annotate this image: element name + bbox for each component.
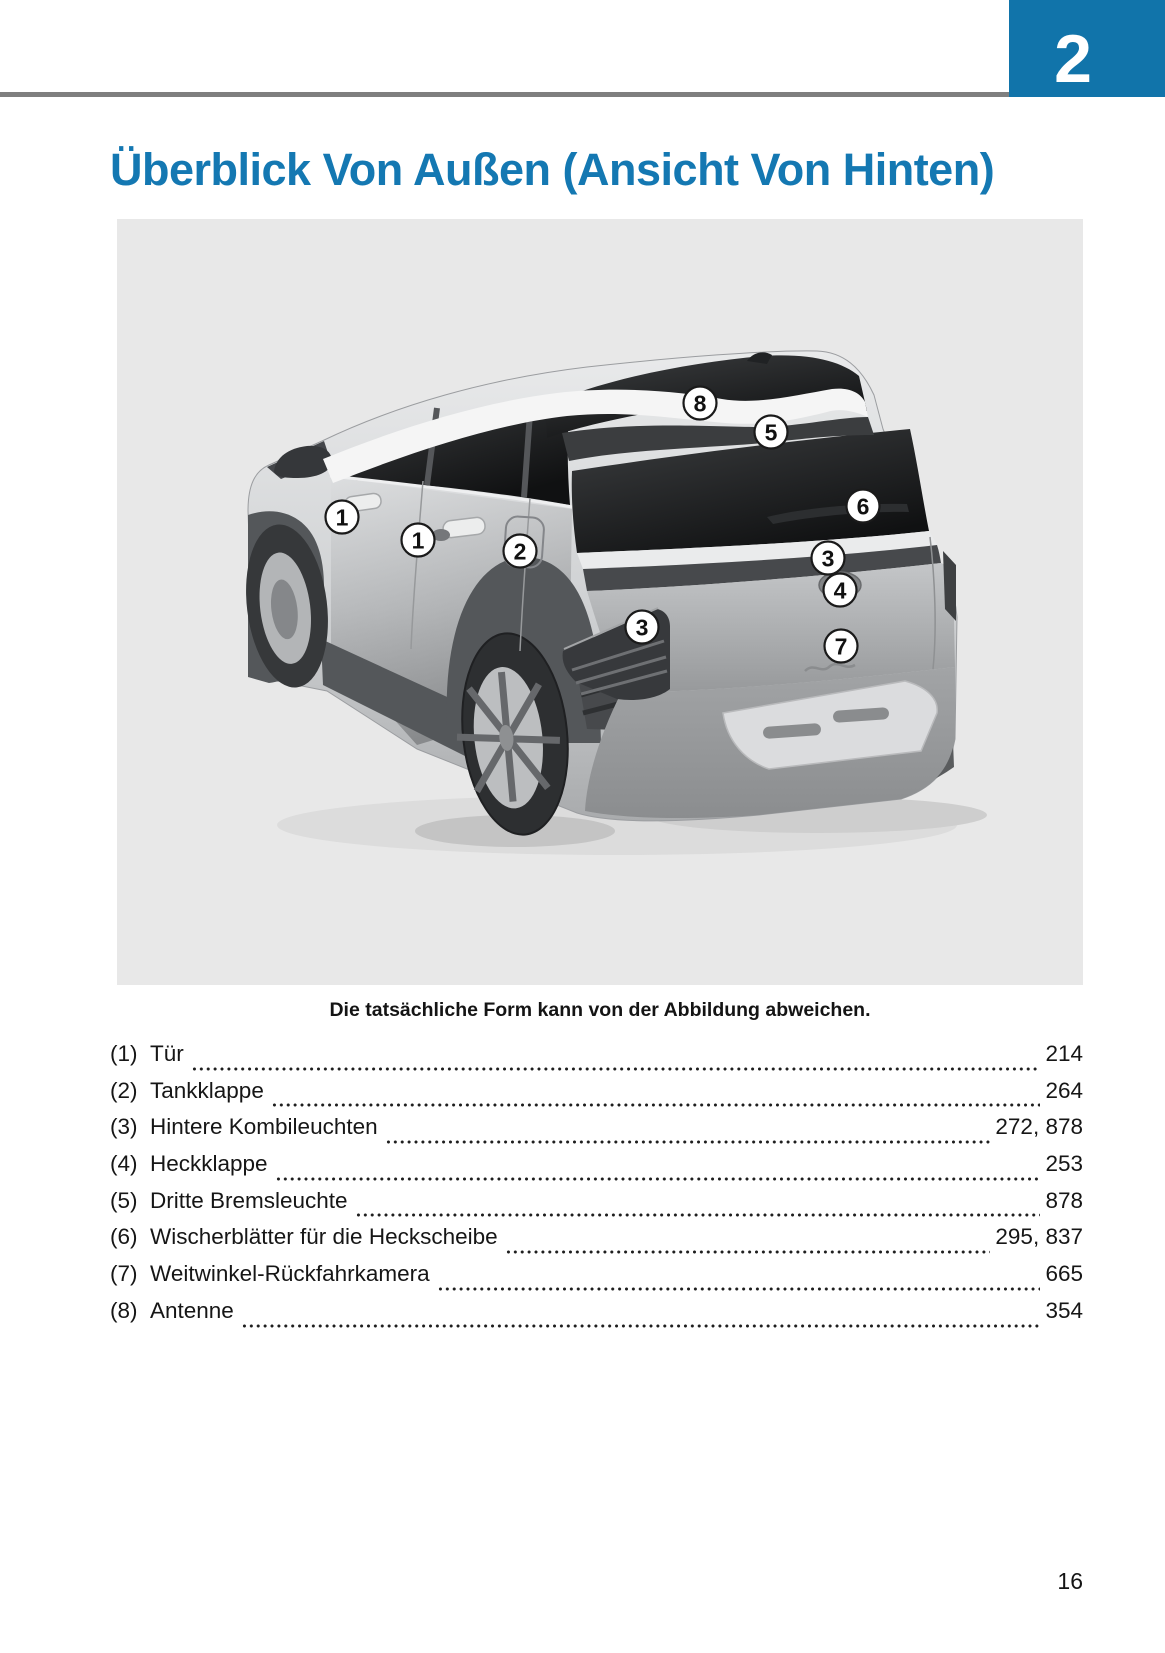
svg-text:3: 3 (821, 545, 835, 572)
item-pages: 253 (1045, 1151, 1083, 1177)
item-label: Wischerblätter für die Heckscheibe (150, 1224, 498, 1250)
item-pages: 295, 837 (995, 1224, 1083, 1250)
item-label: Weitwinkel-Rückfahrkamera (150, 1261, 430, 1287)
dot-leader (191, 1067, 1041, 1071)
callout-5 (755, 416, 788, 449)
parts-list-row (110, 1078, 1083, 1115)
item-number: (6) (110, 1224, 138, 1250)
page-number: 16 (1057, 1568, 1083, 1594)
dot-leader (271, 1103, 1041, 1107)
svg-text:8: 8 (693, 390, 707, 417)
parts-list-row (110, 1041, 1083, 1078)
item-number: (5) (110, 1187, 138, 1213)
parts-list (110, 1041, 1083, 1335)
item-number: (7) (110, 1261, 138, 1287)
svg-text:1: 1 (335, 504, 349, 531)
parts-list-row (110, 1188, 1083, 1225)
svg-text:7: 7 (834, 633, 848, 660)
parts-list-row (110, 1151, 1083, 1188)
callout-3 (812, 542, 845, 575)
callout-7 (825, 630, 858, 663)
callout-2 (504, 535, 537, 568)
item-pages: 272, 878 (995, 1114, 1083, 1140)
item-label: Tankklappe (150, 1077, 264, 1103)
dot-leader (505, 1250, 991, 1254)
dot-leader (385, 1140, 991, 1144)
item-label: Antenne (150, 1297, 234, 1323)
svg-text:3: 3 (635, 614, 649, 641)
callout-3 (626, 611, 659, 644)
svg-text:6: 6 (856, 493, 870, 520)
page-title: Überblick Von Außen (Ansicht Von Hinten) (110, 144, 995, 195)
item-number: (1) (110, 1041, 138, 1066)
svg-text:2: 2 (513, 538, 527, 565)
item-pages: 665 (1045, 1261, 1083, 1287)
dot-leader (437, 1287, 1041, 1291)
chapter-number: 2 (1054, 20, 1092, 97)
item-number: (3) (110, 1114, 138, 1140)
item-pages: 264 (1045, 1077, 1083, 1103)
car-figure (117, 219, 1083, 985)
dot-leader (275, 1177, 1041, 1181)
dot-leader (355, 1213, 1041, 1217)
parts-list-row (110, 1114, 1083, 1151)
car-illustration (117, 219, 1083, 985)
dot-leader (241, 1324, 1041, 1328)
svg-text:4: 4 (833, 577, 847, 604)
item-label: Hintere Kombileuchten (150, 1114, 378, 1140)
callout-4 (824, 574, 857, 607)
callout-1 (326, 501, 359, 534)
svg-text:1: 1 (411, 527, 425, 554)
callout-8 (684, 387, 717, 420)
item-pages: 354 (1045, 1297, 1083, 1323)
callout-1 (402, 524, 435, 557)
item-pages: 214 (1045, 1041, 1083, 1066)
item-label: Heckklappe (150, 1151, 268, 1177)
item-number: (2) (110, 1077, 138, 1103)
parts-list-row (110, 1298, 1083, 1335)
item-number: (8) (110, 1297, 138, 1323)
item-label: Dritte Bremsleuchte (150, 1187, 348, 1213)
item-number: (4) (110, 1151, 138, 1177)
parts-list-row (110, 1224, 1083, 1261)
header-rule (0, 92, 1009, 97)
svg-text:5: 5 (764, 419, 778, 446)
callout-6 (847, 490, 880, 523)
item-label: Tür (150, 1041, 184, 1066)
item-pages: 878 (1045, 1187, 1083, 1213)
parts-list-row (110, 1261, 1083, 1298)
chapter-tab (1009, 0, 1165, 97)
figure-caption: Die tatsächliche Form kann von der Abbildung abweichen. (329, 999, 871, 1021)
